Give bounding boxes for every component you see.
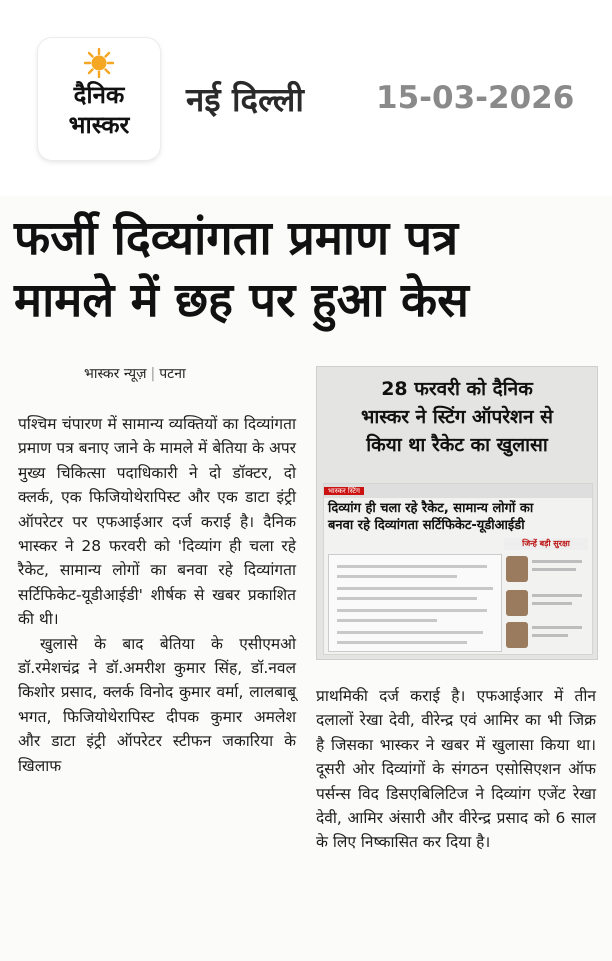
sun-icon [84,48,114,78]
person-photo [506,590,528,616]
edition-date: 15-03-2026 [376,80,575,116]
clipping-sidebar [504,538,588,650]
inset-headline-line2: भास्कर ने स्टिंग ऑपरेशन से [361,406,553,428]
clipping-headline [328,500,588,534]
byline-source: भास्कर न्यूज़ [84,366,147,382]
inset-headline [317,375,597,459]
newspaper-clipping [0,196,612,961]
inset-headline-line3: किया था रैकेट का खुलासा [366,434,548,456]
person-photo [506,556,528,582]
clipping-strap [324,484,592,498]
dainik-bhaskar-logo [38,38,160,160]
article-paragraph-1: पश्चिम चंपारण में सामान्य व्यक्तियों का दिव्यांगता प्रमाण पत्र बनाए जाने के मामले में बेतिया के अपर मुख्य चिकित्सा पदाधिकारी ने दो डॉक्टर, दो क्लर्क, एक फिजियोथेरापिस्ट और एक डाटा इंट्री ऑपरेटर पर एफआईआर दर्ज कराई है। दैनिक भास्कर ने 28 फरवरी को 'दिव्यांग ही चला रहे रैकेट, सामान्य लोगों का बनवा रहे दिव्यांगता सर्टिफिकेट-यूडीआईडी' शीर्षक से खबर प्रकाशित की थी। [18,415,296,629]
byline-place: पटना [159,366,186,382]
inset-box [316,366,598,660]
logo-text-line2: भास्कर [68,111,130,139]
byline [84,364,186,383]
article-paragraph-3: प्राथमिकी दर्ज कराई है। एफआईआर में तीन दलालों रेखा देवी, वीरेन्द्र एवं आमिर का भी जिक्र है जिसका भास्कर ने खबर में खुलासा किया था। दूसरी ओर दिव्यांगों के संगठन एसोसिएशन ऑफ पर्सन्स विद डिसएबिलिटिज ने दिव्यांग एजेंट रेखा देवी, आमिर अंसारी और वीरेन्द्र प्रसाद को 6 साल के लिए निष्कासित कर दिया है। [316,687,596,852]
byline-separator: | [150,366,156,382]
certificate-image [328,554,502,652]
person-photo [506,622,528,648]
clipping-tag: भास्कर स्टिंग [324,487,364,495]
inset-headline-line1: 28 फरवरी को दैनिक [381,378,533,400]
article-paragraph-2: खुलासे के बाद बेतिया के एसीएमओ डॉ.रमेशचंद्र ने डॉ.अमरीश कुमार सिंह, डॉ.नवल किशोर प्रसाद, क्लर्क विनोद कुमार वर्मा, लालबाबू भगत, फिजियोथेरापिस्ट दीपक कुमार अमलेश और डाटा इंट्री ऑपरेटर स्टीफन जकारिया के खिलाफ [18,634,296,775]
headline-line1: फर्जी दिव्यांगता प्रमाण पत्र [14,211,459,266]
clipping-sidebar-title: जिन्हें बड़ी सुरक्षा [504,538,588,550]
earlier-story-clipping [323,483,593,655]
edition-city: नई दिल्ली [186,80,304,119]
article-column-2 [316,684,596,855]
page-header [0,0,612,180]
headline-line2: मामले में छह पर हुआ केस [14,273,469,328]
clipping-headline-line2: बनवा रहे दिव्यांगता सर्टिफिकेट-यूडीआईडी [328,518,525,533]
article-column-1 [18,412,296,778]
logo-text-line1: दैनिक [73,81,125,109]
clipping-headline-line1: दिव्यांग ही चला रहे रैकेट, सामान्य लोगों का [328,501,534,516]
